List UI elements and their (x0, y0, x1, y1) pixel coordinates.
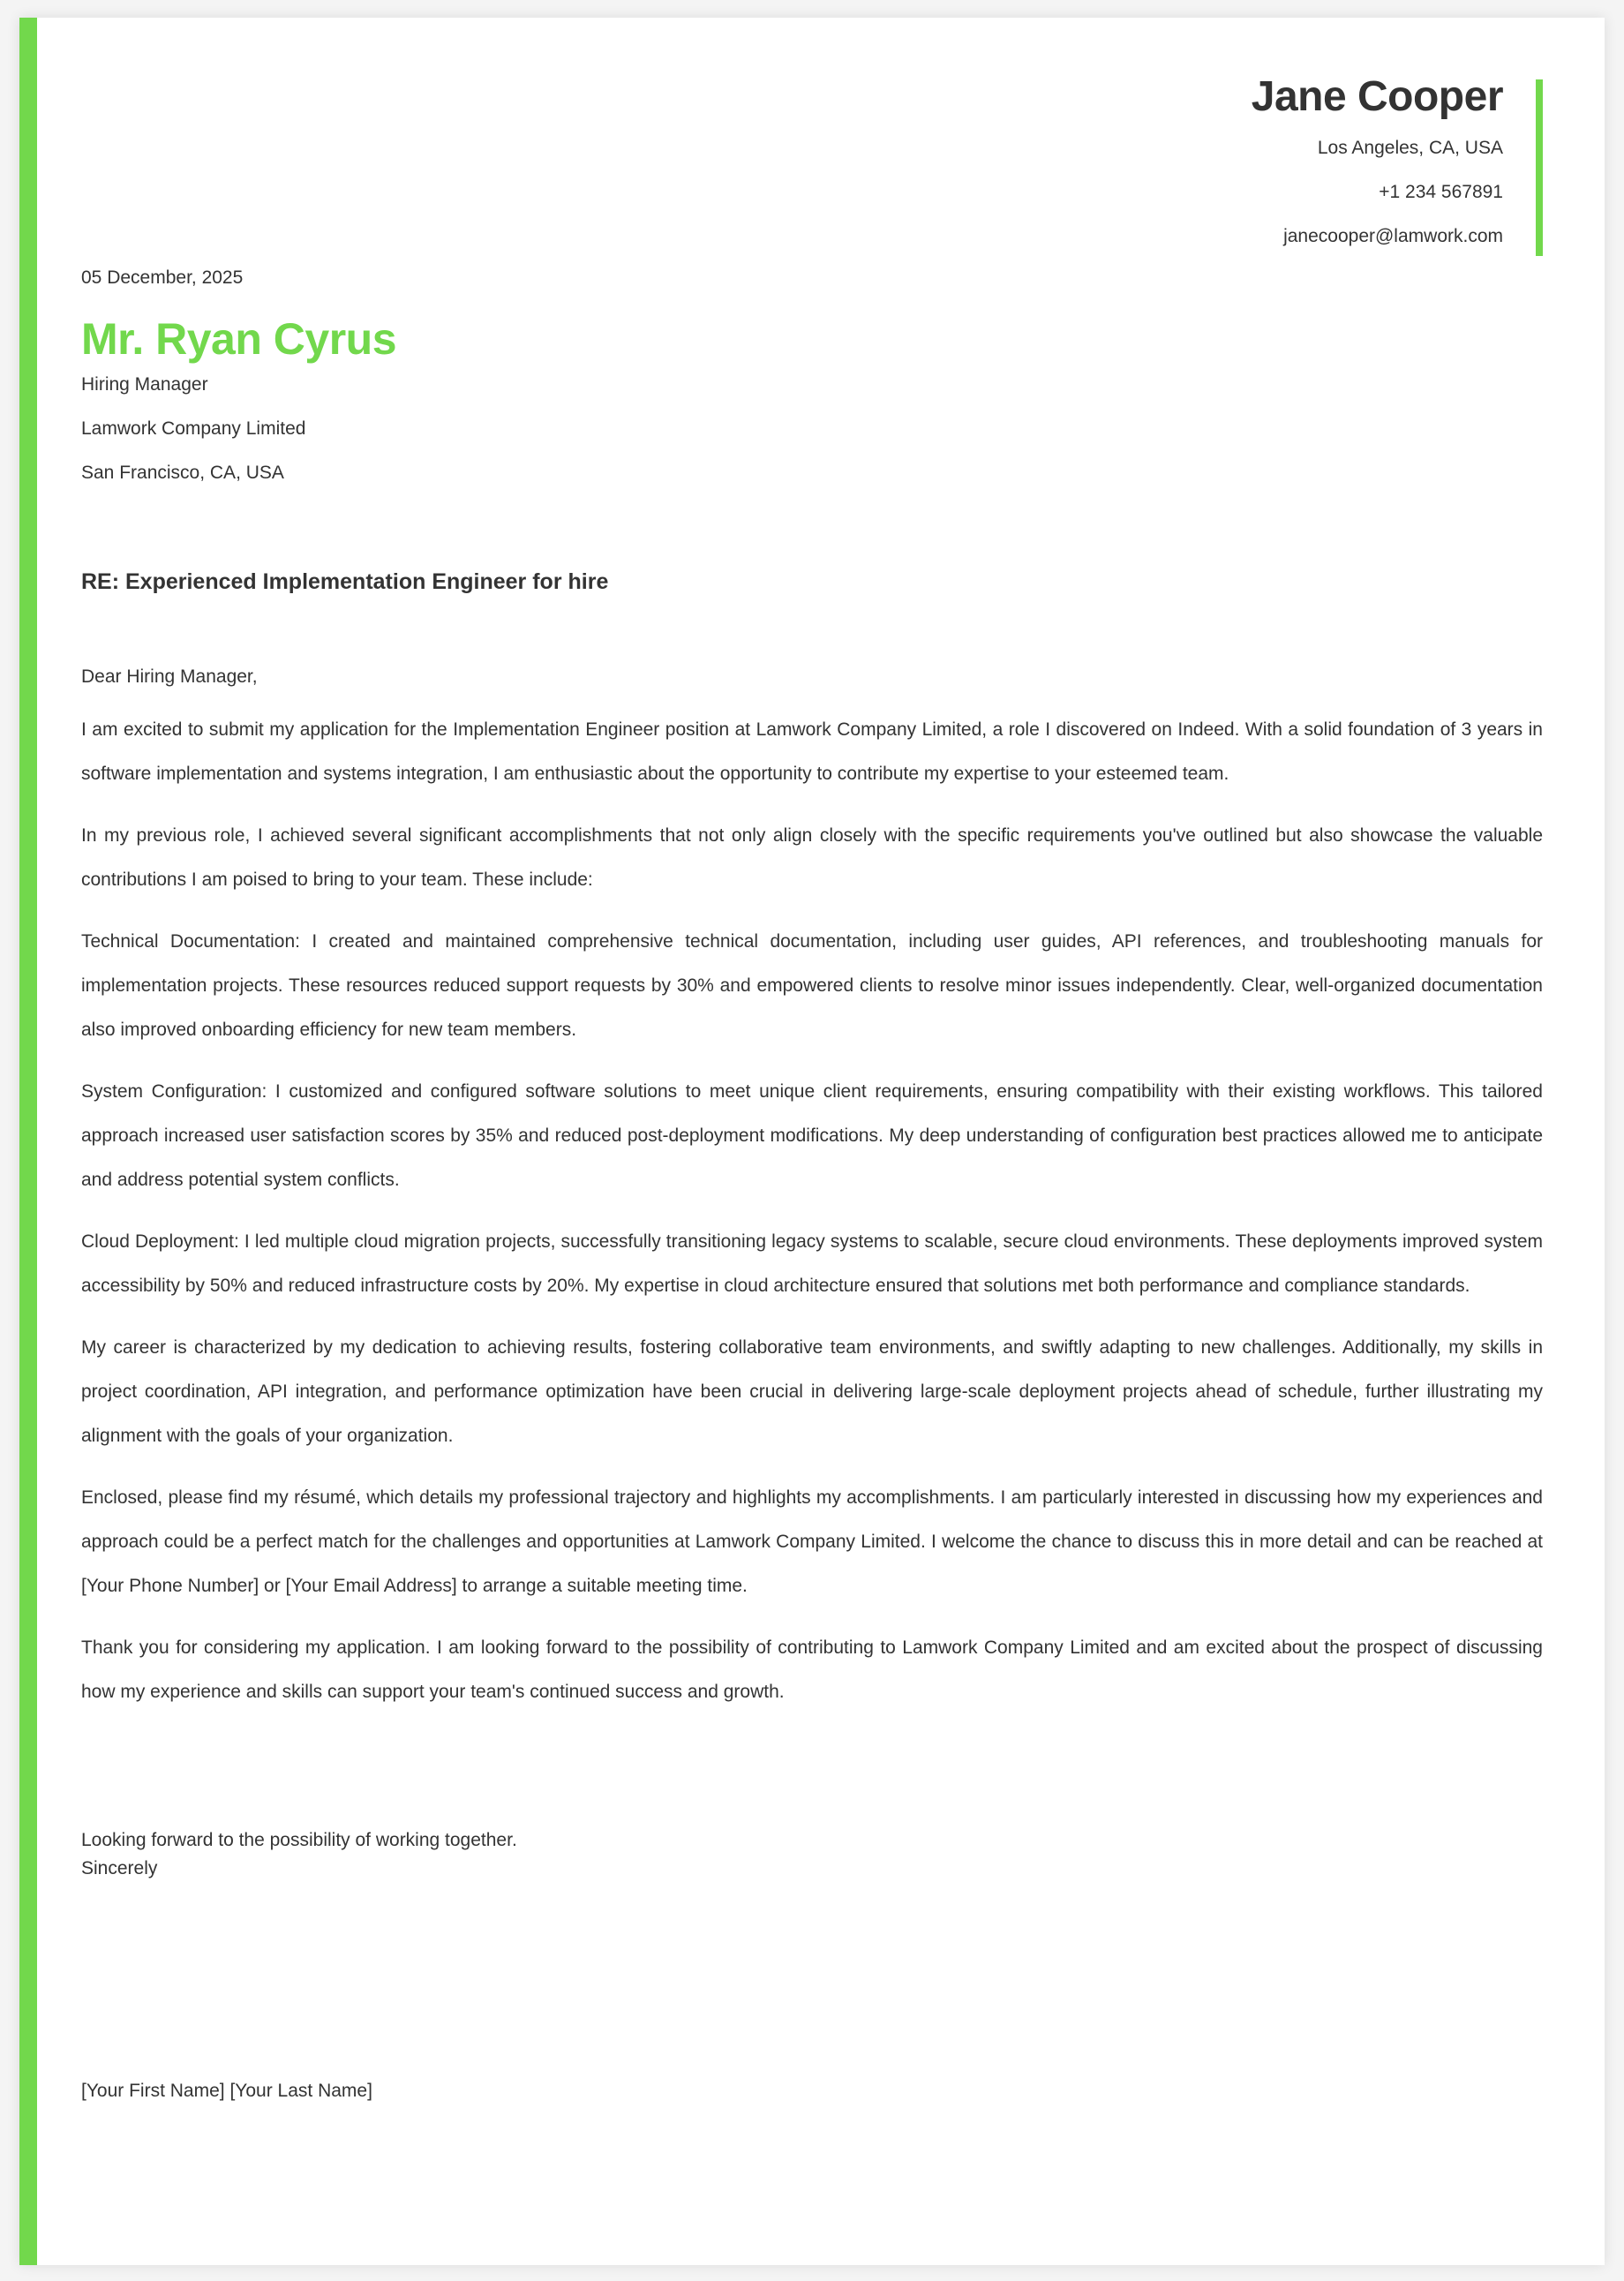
recipient-title: Hiring Manager (81, 374, 208, 395)
sender-block (925, 62, 1543, 246)
letter-subject: RE: Experienced Implementation Engineer for hire (81, 569, 609, 594)
body-paragraph: In my previous role, I achieved several significant accomplishments that not only align closely with the specific requirements you've outlined but also showcase the valuable contributions I am poised to bring to your team. These include: (81, 825, 1543, 890)
body-paragraph: Cloud Deployment: I led multiple cloud migration projects, successfully transitioning legacy systems to scalable, secure cloud environments. These deployments improved system accessibility by 50% and reduced infrastructure costs by 20%. My expertise in cloud architecture ensured that solutions met both performance and compliance standards. (81, 1231, 1543, 1296)
recipient-name: Mr. Ryan Cyrus (81, 314, 397, 364)
closing-line: Looking forward to the possibility of working together. (81, 1830, 517, 1850)
left-accent-bar (19, 18, 37, 2265)
letter-content (81, 18, 1543, 2265)
letter-body (81, 655, 1543, 1732)
signature-name: [Your First Name] [Your Last Name] (81, 2081, 372, 2101)
letter-page (19, 18, 1605, 2265)
body-paragraph: System Configuration: I customized and configured software solutions to meet unique client requirements, ensuring compatibility with their existing workflows. This tailored approach increased user satisfaction scores by 35% and reduced post-deployment modifications. My deep understanding of configuration best practices allowed me to anticipate and address potential system conflicts. (81, 1081, 1543, 1190)
body-paragraph: I am excited to submit my application for the Implementation Engineer position at Lamwork Company Limited, a role I discovered on Indeed. With a solid foundation of 3 years in software implementation and systems integration, I am enthusiastic about the opportunity to contribute my expertise to your esteemed team. (81, 719, 1543, 784)
greeting: Dear Hiring Manager, (81, 666, 258, 687)
body-paragraph: Technical Documentation: I created and maintained comprehensive technical documentation, including user guides, API references, and troubleshooting manuals for implementation projects. These resources reduced support requests by 30% and empowered clients to resolve minor issues independently. Clear, well-organized documentation also improved onboarding efficiency for new team members. (81, 931, 1543, 1040)
recipient-company: Lamwork Company Limited (81, 418, 306, 439)
recipient-block (81, 312, 396, 484)
recipient-location: San Francisco, CA, USA (81, 463, 284, 483)
sender-location: Los Angeles, CA, USA (1317, 138, 1503, 158)
body-paragraph: Thank you for considering my application. I am looking forward to the possibility of contributing to Lamwork Company Limited and am excited about the prospect of discussing how my experience and skills can support your team's continued success and growth. (81, 1637, 1543, 1702)
sender-accent-bar (1536, 79, 1543, 256)
body-paragraph: Enclosed, please find my résumé, which details my professional trajectory and highlights my accomplishments. I am particularly interested in discussing how my experiences and approach could be a perfect match for the challenges and opportunities at Lamwork Company Limited. I welcome the chance to discuss this in more detail and can be reached at [Your Phone Number] or [Your Email Address] to arrange a suitable meeting time. (81, 1487, 1543, 1596)
body-paragraph: My career is characterized by my dedication to achieving results, fostering collaborative team environments, and swiftly adapting to new challenges. Additionally, my skills in project coordination, API integration, and performance optimization have been crucial in delivering large-scale deployment projects ahead of schedule, further illustrating my alignment with the goals of your organization. (81, 1337, 1543, 1446)
letter-date: 05 December, 2025 (81, 267, 244, 288)
sender-name: Jane Cooper (1251, 73, 1503, 120)
closing-signoff: Sincerely (81, 1858, 158, 1878)
sender-text (903, 62, 1503, 247)
closing-block (81, 1818, 517, 1880)
sender-phone: +1 234 567891 (1379, 182, 1503, 202)
sender-email: janecooper@lamwork.com (1283, 226, 1503, 246)
